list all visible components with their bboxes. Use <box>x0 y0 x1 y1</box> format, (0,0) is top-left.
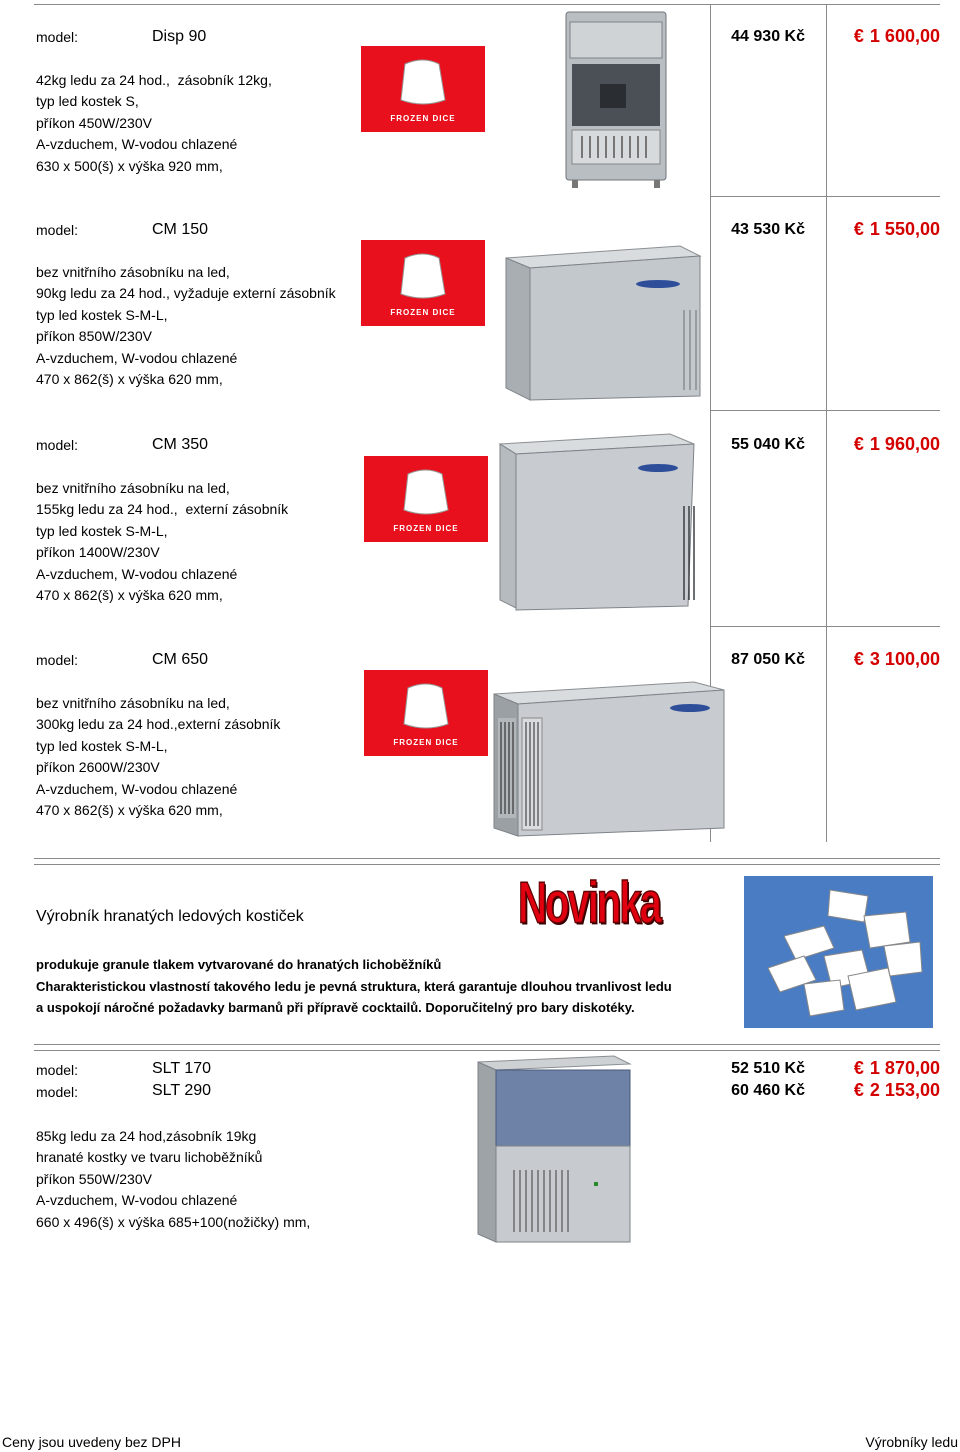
desc-line: A-vzduchem, W-vodou chlazené <box>36 780 238 797</box>
footer-left: Ceny jsou uvedeny bez DPH <box>2 1434 181 1450</box>
desc-line: typ led kostek S-M-L, <box>36 306 168 323</box>
product-description <box>36 262 336 390</box>
desc-line: příkon 550W/230V <box>36 1170 152 1187</box>
desc-line: 42kg ledu za 24 hod., zásobník 12kg, <box>36 72 272 88</box>
price-eur <box>816 26 940 47</box>
ice-machine-image <box>488 430 708 616</box>
euro-icon: € <box>853 219 864 239</box>
novinka-title: Výrobník hranatých ledových kostiček <box>36 908 304 925</box>
model-label: model: <box>36 29 79 45</box>
section-separator <box>34 858 940 865</box>
model-label: model: <box>36 222 79 238</box>
product-description <box>36 693 280 821</box>
price-eur <box>816 649 940 670</box>
price-czk: 43 530 Kč <box>731 221 805 238</box>
model-name: CM 150 <box>152 221 209 238</box>
desc-line: 630 x 500(š) x výška 920 mm, <box>36 157 223 174</box>
desc-line: a uspokojí náročné požadavky barmanů při přípravě cocktailů. Doporučitelný pro bary diskotéky. <box>36 1000 635 1016</box>
desc-line: 155kg ledu za 24 hod., externí zásobník <box>36 501 289 518</box>
column-divider <box>826 4 827 842</box>
logo-text: FROZEN DICE <box>390 308 456 317</box>
desc-line: A-vzduchem, W-vodou chlazené <box>36 1192 238 1209</box>
product-description <box>36 1126 310 1233</box>
logo-text: FROZEN DICE <box>393 524 459 533</box>
price-eur-value: 1 550,00 <box>869 219 940 239</box>
model-name: Disp 90 <box>152 28 207 45</box>
ice-machine-image <box>484 240 708 404</box>
price-eur-value: 3 100,00 <box>869 649 940 669</box>
row-divider <box>710 196 940 197</box>
desc-line: 300kg ledu za 24 hod.,externí zásobník <box>36 716 281 733</box>
desc-line: příkon 2600W/230V <box>36 759 160 776</box>
price-czk: 44 930 Kč <box>731 28 805 45</box>
price-czk: 60 460 Kč <box>731 1082 805 1099</box>
product-description <box>36 478 288 606</box>
logo-text: FROZEN DICE <box>390 114 456 123</box>
price-eur-value: 1 960,00 <box>869 434 940 454</box>
model-label: model: <box>36 437 79 453</box>
desc-line: příkon 1400W/230V <box>36 544 160 561</box>
price-czk: 55 040 Kč <box>731 436 805 453</box>
novinka-description <box>36 954 672 1019</box>
logo-text: FROZEN DICE <box>393 738 459 747</box>
desc-line: 470 x 862(š) x výška 620 mm, <box>36 371 223 388</box>
novinka-badge: Novinka <box>518 869 660 936</box>
euro-icon: € <box>853 1080 864 1100</box>
price-eur <box>816 434 940 455</box>
frozen-dice-logo <box>364 670 488 756</box>
desc-line: A-vzduchem, W-vodou chlazené <box>36 349 238 366</box>
price-eur-value: 1 600,00 <box>869 26 940 46</box>
desc-line: hranaté kostky ve tvaru lichoběžníků <box>36 1149 263 1166</box>
model-name: SLT 170 <box>152 1060 212 1077</box>
model-label: model: <box>36 652 79 668</box>
desc-line: příkon 850W/230V <box>36 328 152 345</box>
euro-icon: € <box>853 649 864 669</box>
ice-machine-image <box>474 1052 634 1248</box>
row-divider <box>710 626 940 627</box>
product-description <box>36 70 272 177</box>
model-label: model: <box>36 1084 79 1100</box>
desc-line: produkuje granule tlakem vytvarované do hranatých lichoběžníků <box>36 957 442 972</box>
price-eur <box>816 1080 940 1101</box>
price-czk: 52 510 Kč <box>731 1060 805 1077</box>
model-name: SLT 290 <box>152 1082 212 1099</box>
desc-line: 85kg ledu za 24 hod,zásobník 19kg <box>36 1128 257 1144</box>
desc-line: příkon 450W/230V <box>36 114 152 131</box>
desc-line: 660 x 496(š) x výška 685+100(nožičky) mm, <box>36 1213 311 1230</box>
ice-machine-image <box>488 678 728 842</box>
desc-line: 470 x 862(š) x výška 620 mm, <box>36 802 223 819</box>
row-divider <box>710 410 940 411</box>
desc-line: A-vzduchem, W-vodou chlazené <box>36 565 238 582</box>
frozen-dice-logo <box>361 46 485 132</box>
desc-line: bez vnitřního zásobníku na led, <box>36 695 230 711</box>
desc-line: Charakteristickou vlastností takového ledu je pevná struktura, která garantuje dlouhou trvanlivost ledu <box>36 978 672 994</box>
euro-icon: € <box>853 434 864 454</box>
desc-line: typ led kostek S, <box>36 93 139 110</box>
frozen-dice-logo <box>361 240 485 326</box>
desc-line: A-vzduchem, W-vodou chlazené <box>36 136 238 153</box>
desc-line: bez vnitřního zásobníku na led, <box>36 264 230 280</box>
price-eur <box>816 219 940 240</box>
model-label: model: <box>36 1062 79 1078</box>
ice-cubes-image <box>744 876 933 1028</box>
footer-right: Výrobníky ledu <box>865 1434 958 1450</box>
frozen-dice-logo <box>364 456 488 542</box>
desc-line: bez vnitřního zásobníku na led, <box>36 480 230 496</box>
desc-line: 470 x 862(š) x výška 620 mm, <box>36 587 223 604</box>
desc-line: 90kg ledu za 24 hod., vyžaduje externí zásobník <box>36 285 336 302</box>
euro-icon: € <box>853 1058 864 1078</box>
price-eur <box>816 1058 940 1079</box>
desc-line: typ led kostek S-M-L, <box>36 737 168 754</box>
ice-machine-image <box>562 8 672 190</box>
price-eur-value: 2 153,00 <box>869 1080 940 1100</box>
model-name: CM 650 <box>152 651 209 668</box>
desc-line: typ led kostek S-M-L, <box>36 522 168 539</box>
euro-icon: € <box>853 26 864 46</box>
model-name: CM 350 <box>152 436 209 453</box>
price-eur-value: 1 870,00 <box>869 1058 940 1078</box>
section-separator <box>34 1044 940 1051</box>
row-divider <box>34 4 940 5</box>
price-czk: 87 050 Kč <box>731 651 805 668</box>
